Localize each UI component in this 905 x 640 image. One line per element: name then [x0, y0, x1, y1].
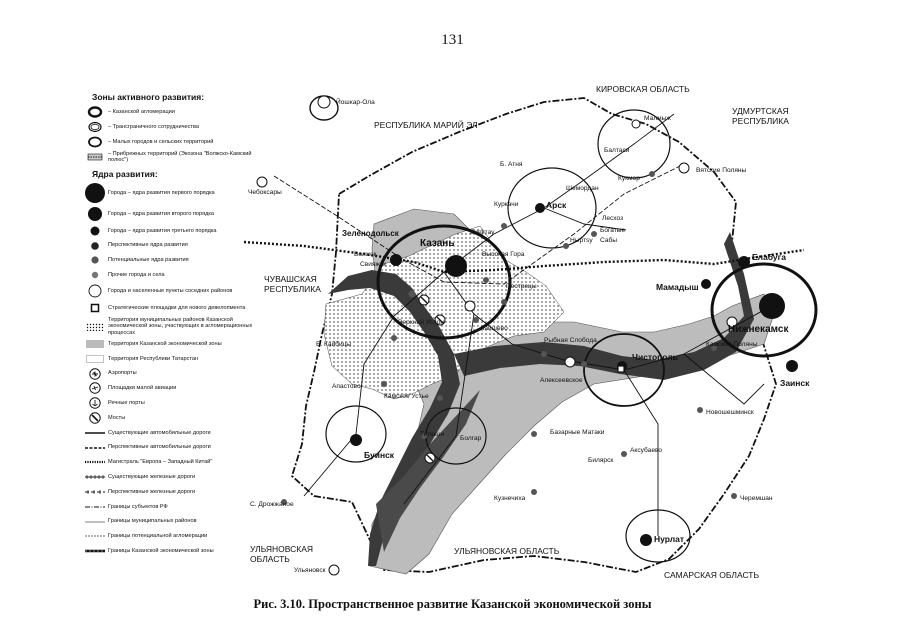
- legend-label: Города и населенные пункты соседних районов: [108, 287, 233, 294]
- legend-label: Перспективные автомобильные дороги: [108, 444, 211, 451]
- legend-label: Аэропорты: [108, 370, 137, 377]
- nizhnekamsk-dot: [759, 293, 785, 319]
- legend-row: [84, 544, 256, 559]
- thick-border-line-icon: [84, 544, 106, 558]
- town-label: Камские Поляны: [706, 341, 758, 348]
- town-label: Апастово: [332, 383, 361, 390]
- town-label: Пестрецы: [506, 283, 537, 290]
- legend-label: – Малых городов и сельских территорий: [108, 138, 214, 145]
- legend-row: [84, 455, 256, 470]
- figure-caption: Рис. 3.10. Пространственное развитие Казанской экономической зоны: [253, 597, 652, 611]
- town-label: Лесхоз: [602, 215, 624, 222]
- region-label: УДМУРТСКАЯ: [732, 106, 789, 116]
- legend-label: – Трансграничного сотрудничества: [108, 124, 199, 131]
- legend-row: [84, 238, 256, 253]
- vyatskie-polyany-circle: [679, 163, 689, 173]
- town-dot: [731, 493, 737, 499]
- solid-line-icon: [84, 426, 106, 440]
- region-label: РЕСПУБЛИКА МАРИЙ ЭЛ: [374, 120, 478, 130]
- town-label: Лаишево: [480, 325, 508, 332]
- town-dot: [621, 451, 627, 457]
- town-dot: [581, 361, 587, 367]
- region-label-kirov: КИРОВСКАЯ ОБЛАСТЬ: [596, 84, 690, 94]
- mamadysh-dot: [701, 279, 711, 289]
- legend-label: Территория Республики Татарстан: [108, 355, 199, 362]
- legend-label: Границы субъектов РФ: [108, 503, 168, 510]
- dotted-fill-icon: [84, 320, 106, 334]
- legend-row: [84, 366, 256, 381]
- town-label: Аксубаево: [630, 447, 663, 454]
- kazan-economic-zone-map: [244, 84, 810, 584]
- town-label: Шемордан: [566, 185, 599, 192]
- legend-row: [84, 396, 256, 411]
- town-dot: [541, 351, 547, 357]
- legend-cores-title: Ядра развития:: [92, 169, 158, 180]
- legend-label: – Прибрежных территорий (Экозона "Волжско-Камский полюс"): [108, 151, 252, 164]
- large-dot-icon: [84, 186, 106, 200]
- elabuga-dot: [738, 256, 750, 268]
- legend-label: Речные порты: [108, 400, 145, 407]
- town-dot: [501, 299, 507, 305]
- town-dot: [483, 277, 489, 283]
- legend-label: Города – ядра развития первого порядка: [108, 190, 215, 197]
- grey-dot-icon: [84, 268, 106, 282]
- town-label: Биектау: [470, 229, 495, 236]
- legend-row: [84, 381, 256, 396]
- legend-row: [84, 485, 256, 500]
- railway-icon: [84, 470, 106, 484]
- city-label: Нижнекамск: [728, 324, 789, 335]
- white-fill-icon: [84, 352, 106, 366]
- town-label: Б. Кайбицы: [316, 341, 352, 348]
- city-label: Буинск: [364, 450, 395, 460]
- town-label: Вятские Поляны: [696, 167, 747, 174]
- thin-line-icon: [84, 515, 106, 529]
- city-label: Заинск: [780, 378, 810, 388]
- legend-label: Прочие города и села: [108, 272, 165, 279]
- town-label: С. Дрожжаное: [250, 501, 294, 508]
- legend-row: [84, 283, 256, 300]
- town-dot: [649, 171, 655, 177]
- town-label: Кузнечиха: [494, 495, 526, 502]
- town-label: Волжск: [354, 251, 377, 258]
- legend-row: [84, 120, 256, 135]
- legend-label: Перспективные ядра развития: [108, 242, 188, 249]
- town-label: Билярск: [588, 457, 614, 464]
- town-label: Ульяновск: [294, 567, 326, 574]
- town-label: Чебоксары: [248, 189, 282, 196]
- legend-label: Потенциальные ядра развития: [108, 257, 189, 264]
- legend-row: [84, 351, 256, 366]
- small-plane-icon: [84, 381, 106, 395]
- town-dot: [381, 381, 387, 387]
- legend-row: [84, 135, 256, 150]
- square-marker-icon: [84, 301, 106, 315]
- town-label: Свияжск: [360, 261, 387, 268]
- legend-row: [84, 268, 256, 283]
- grey-dot-icon: [84, 253, 106, 267]
- zainsk-dot: [786, 360, 798, 372]
- ulyanovsk-circle: [329, 565, 339, 575]
- city-label: Чистополь: [632, 352, 678, 362]
- legend-label: Границы Казанской экономической зоны: [108, 548, 214, 555]
- town-dot: [473, 317, 479, 323]
- cheboksary-circle: [257, 177, 267, 187]
- legend-row: [84, 411, 256, 426]
- legend-row: [84, 204, 256, 223]
- legend-row: [84, 317, 256, 337]
- legend-label: Территория муниципальных районов Казанской экономической зоны, участвующих в агломерационных процессах: [108, 317, 253, 336]
- city-label: Зеленодольск: [342, 229, 399, 238]
- town-label: Болгар: [460, 435, 482, 442]
- legend-row: [84, 425, 256, 440]
- small-dot-icon: [84, 239, 106, 253]
- legend-label: Площадки малой авиации: [108, 385, 177, 392]
- thin-dashed-line-icon: [84, 529, 106, 543]
- airport-icon: [465, 301, 475, 311]
- legend-row: [84, 514, 256, 529]
- yoshkar-ola-circle: [318, 96, 330, 108]
- legend-zones-title: Зоны активного развития:: [92, 92, 205, 102]
- thin-ring-icon: [84, 135, 106, 149]
- nurlat-dot: [640, 534, 652, 546]
- legend-row: [84, 223, 256, 238]
- malmysh-circle: [632, 120, 640, 128]
- town-label: Куркачи: [494, 201, 519, 208]
- town-dot: [531, 431, 537, 437]
- medium-dot-icon: [84, 207, 106, 221]
- town-label: Кукмор: [618, 175, 640, 182]
- town-dot: [437, 395, 443, 401]
- legend-label: – Казанской агломерации: [108, 109, 175, 116]
- legend-label: Существующие автомобильные дороги: [108, 429, 211, 436]
- region-label: ОБЛАСТЬ: [250, 554, 290, 564]
- zelenodolsk-dot: [390, 254, 402, 266]
- legend-label: Границы потенциальной агломерации: [108, 533, 208, 540]
- prospective-railway-icon: [84, 485, 106, 499]
- town-label: Сабы: [600, 237, 618, 244]
- dash-dot-line-icon: [84, 500, 106, 514]
- legend-row: [84, 105, 256, 120]
- hollow-circle-icon: [84, 284, 106, 298]
- town-label: Б. Атня: [500, 161, 523, 168]
- town-label: Алексеевское: [540, 377, 583, 384]
- legend-row: [84, 182, 256, 204]
- town-label: Верхний Услон: [398, 319, 445, 326]
- town-label: Камское Устье: [384, 393, 429, 400]
- river-port-icon: [565, 357, 575, 367]
- city-label: Казань: [420, 238, 455, 249]
- city-label: Арск: [546, 200, 567, 210]
- town-label: Балтаси: [604, 147, 630, 154]
- page-number: 131: [441, 32, 464, 48]
- town-dot: [391, 335, 397, 341]
- town-label: Богатые: [600, 227, 626, 234]
- hatched-band-icon: [84, 150, 106, 164]
- town-dot: [531, 489, 537, 495]
- legend-row: [84, 440, 256, 455]
- city-label: Мамадыш: [656, 282, 699, 292]
- town-dot: [697, 407, 703, 413]
- grey-fill-icon: [84, 337, 106, 351]
- double-ring-icon: [84, 120, 106, 134]
- town-label: Высокая Гора: [482, 251, 525, 258]
- town-dot: [501, 223, 507, 229]
- small-dot-icon: [84, 224, 106, 238]
- region-label: УЛЬЯНОВСКАЯ: [250, 544, 314, 554]
- ring-symbol-icon: [84, 105, 106, 119]
- town-label: Базарные Матаки: [550, 429, 605, 436]
- anchor-icon: [84, 396, 106, 410]
- legend-label: Перспективные железные дороги: [108, 488, 196, 495]
- town-label: Йошкар-Ола: [336, 99, 375, 106]
- legend-label: Территория Казанской экономической зоны: [108, 340, 222, 347]
- town-label: Ныртsy: [570, 237, 593, 244]
- region-label: РЕСПУБЛИКА: [264, 284, 321, 294]
- map-legend: [84, 92, 256, 559]
- legend-row: [84, 300, 256, 317]
- legend-label: Магистраль "Европа – Западный Китай": [108, 459, 213, 466]
- town-dot: [409, 291, 416, 298]
- legend-label: Города – ядра развития третьего порядка: [108, 227, 217, 234]
- legend-label: Границы муниципальных районов: [108, 518, 197, 525]
- arsk-dot: [535, 203, 545, 213]
- legend-row: [84, 253, 256, 268]
- region-label: РЕСПУБЛИКА: [732, 116, 789, 126]
- legend-row: [84, 337, 256, 352]
- town-label: Тетюши: [420, 431, 445, 438]
- dashed-line-icon: [84, 441, 106, 455]
- region-label: УЛЬЯНОВСКАЯ ОБЛАСТЬ: [454, 546, 560, 556]
- town-label: Новошешминск: [706, 409, 754, 416]
- buinsk-dot: [350, 434, 362, 446]
- legend-label: Мосты: [108, 414, 126, 421]
- legend-label: Существующие железные дороги: [108, 474, 196, 481]
- kazan-dot: [445, 255, 467, 277]
- town-dot: [563, 243, 569, 249]
- town-label: Малмыж: [644, 115, 671, 122]
- strategic-site-marker: [618, 366, 624, 372]
- legend-row: [84, 499, 256, 514]
- legend-row: [84, 529, 256, 544]
- region-label: САМАРСКАЯ ОБЛАСТЬ: [664, 570, 760, 580]
- airplane-icon: [84, 367, 106, 381]
- dotted-line-icon: [84, 455, 106, 469]
- town-label: Рыбная Слобода: [544, 337, 597, 344]
- legend-row: [84, 470, 256, 485]
- region-label: ЧУВАШСКАЯ: [264, 274, 317, 284]
- legend-label: Города – ядра развития второго порядка: [108, 210, 215, 217]
- city-label: Елабуга: [752, 252, 786, 262]
- town-label: Черемшан: [740, 495, 773, 502]
- legend-row: [84, 149, 256, 165]
- legend-label: Стратегические площадки для нового девелопмента: [108, 304, 246, 311]
- bridge-icon: [84, 411, 106, 425]
- city-label: Нурлат: [654, 534, 685, 544]
